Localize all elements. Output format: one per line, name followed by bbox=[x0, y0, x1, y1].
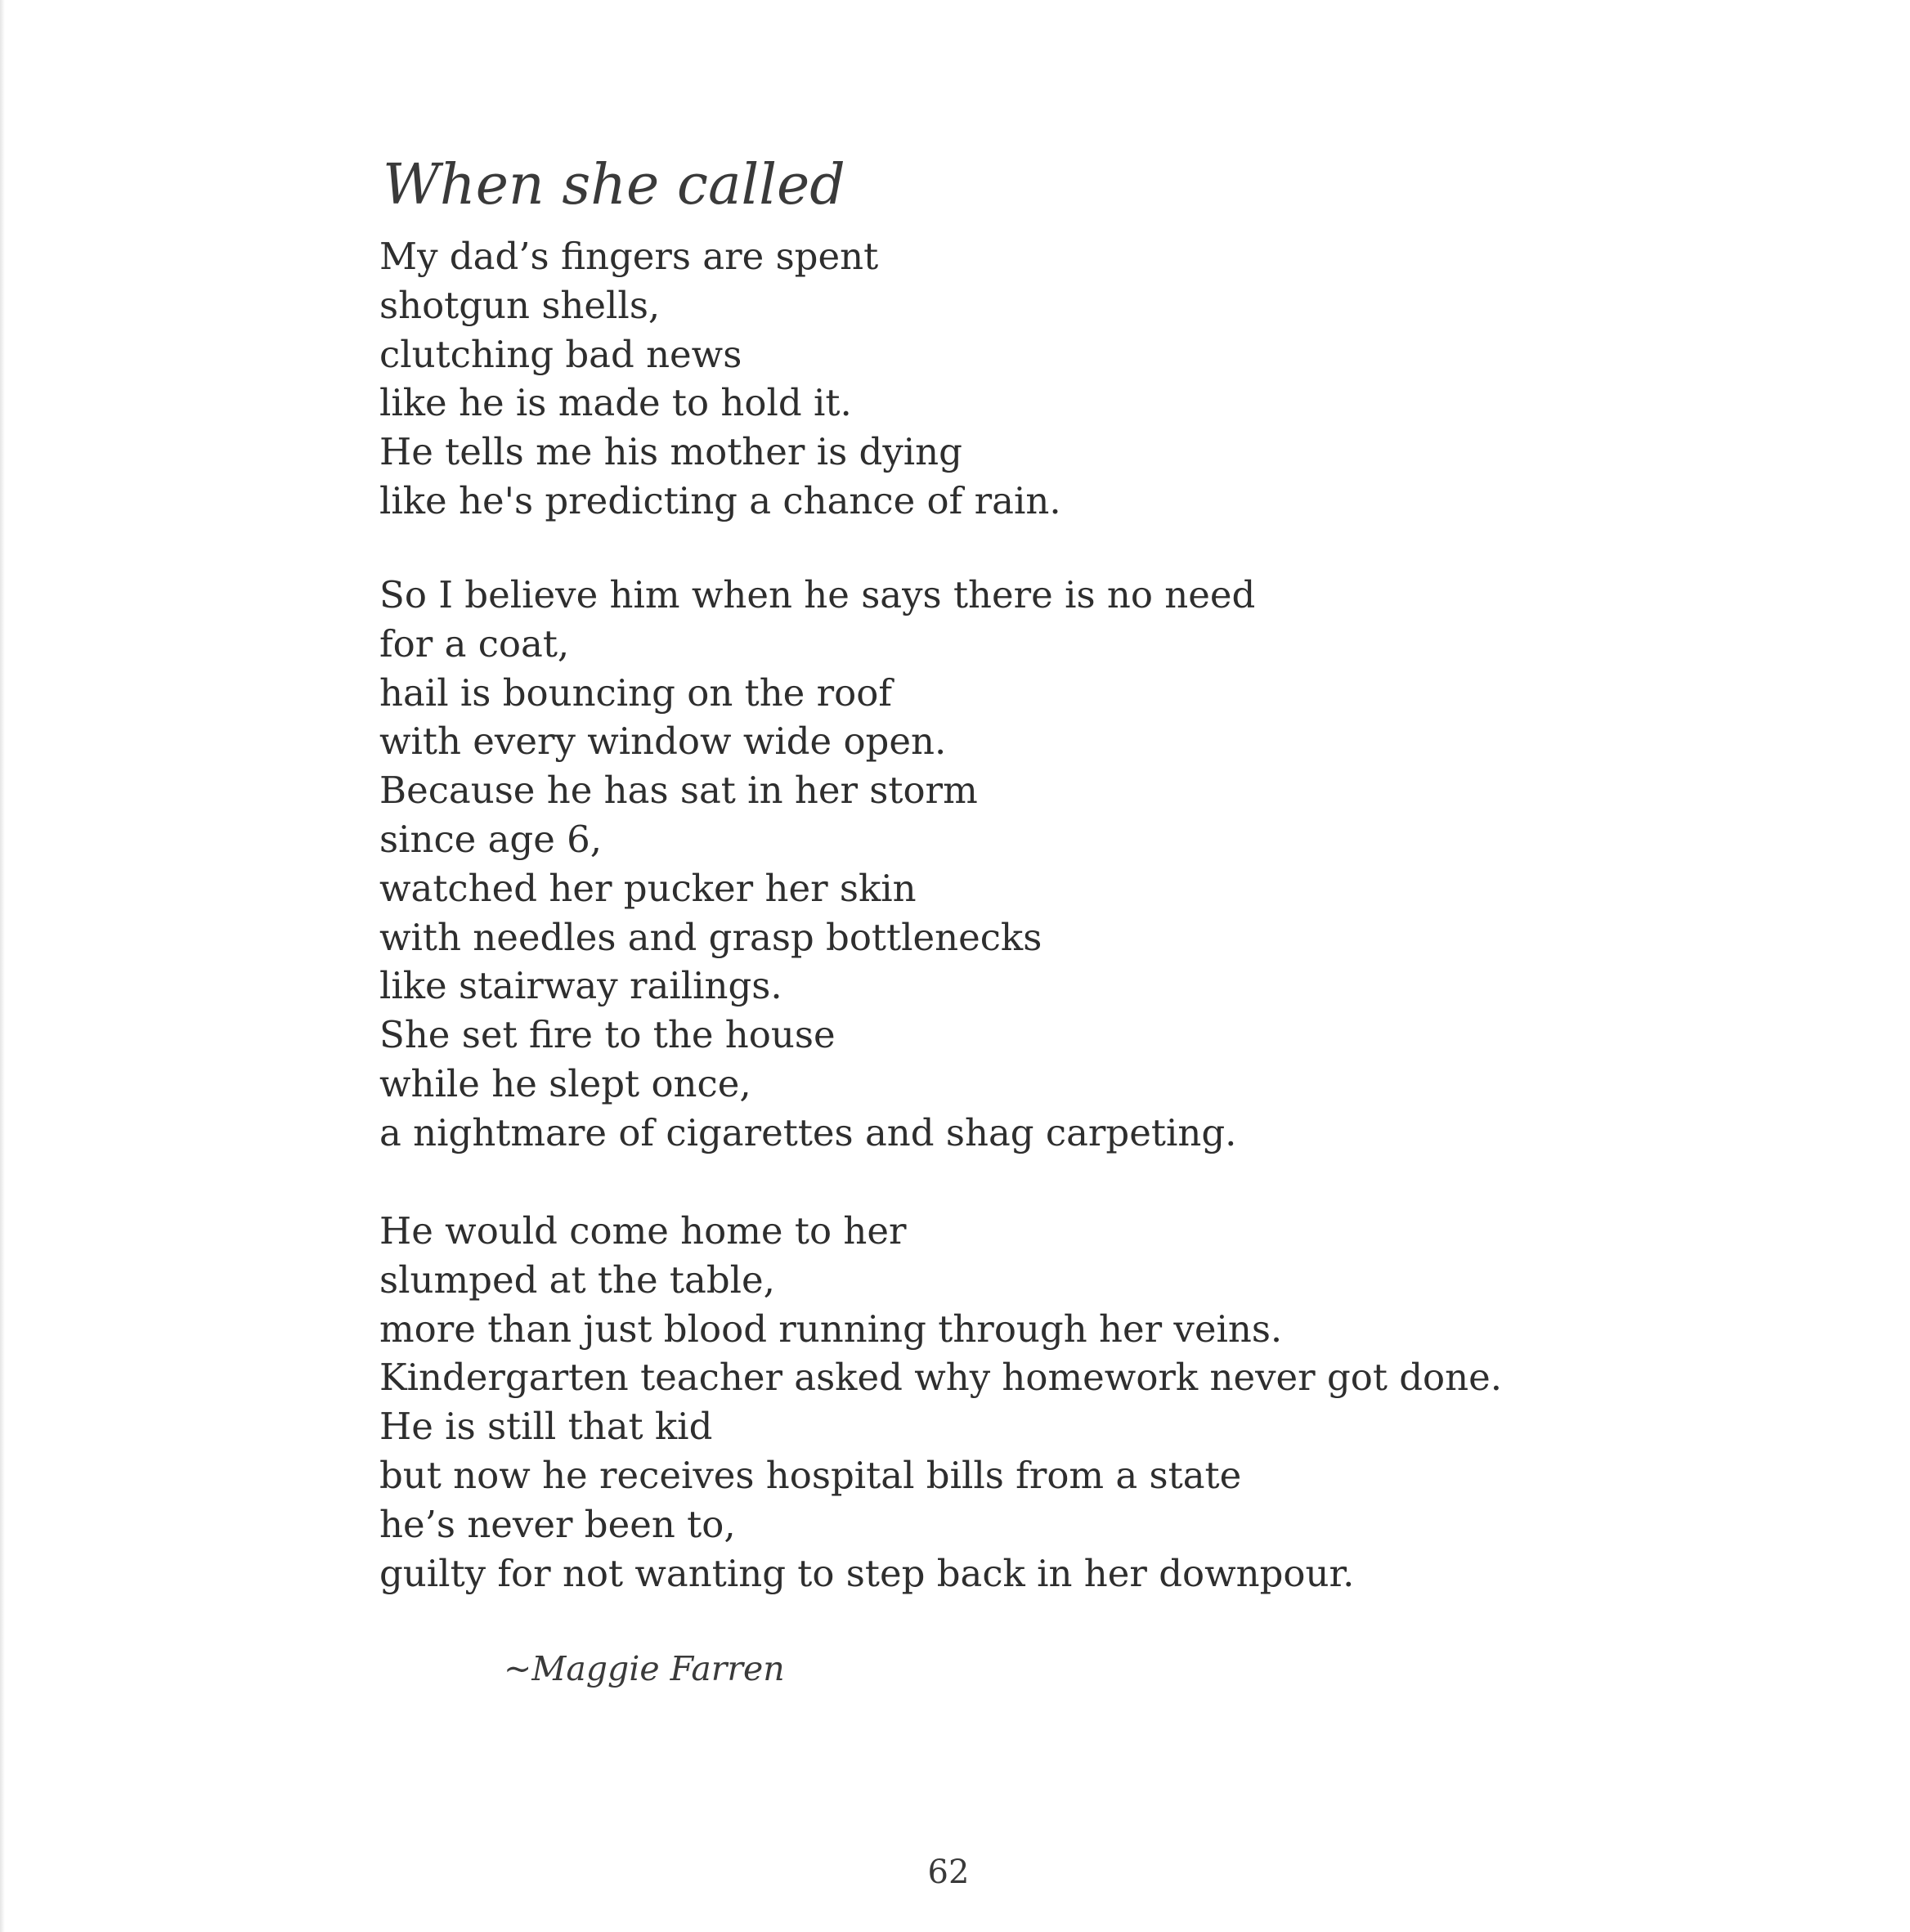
poem-line: slumped at the table, bbox=[379, 1257, 775, 1302]
poem-line: hail is bouncing on the roof bbox=[379, 670, 892, 715]
poem-line: more than just blood running through her veins. bbox=[379, 1307, 1283, 1351]
poem-line: shotgun shells, bbox=[379, 283, 661, 327]
poem-line: with needles and grasp bottlenecks bbox=[379, 915, 1042, 959]
poem-line: He would come home to her bbox=[379, 1209, 907, 1253]
poem-line: a nightmare of cigarettes and shag carpeting. bbox=[379, 1110, 1237, 1154]
poem-line: he’s never been to, bbox=[379, 1502, 736, 1546]
poem-line: She set fire to the house bbox=[379, 1013, 836, 1057]
poem-line: Because he has sat in her storm bbox=[379, 769, 978, 813]
poem-line: My dad’s fingers are spent bbox=[379, 235, 879, 278]
page-edge-shade bbox=[0, 0, 5, 1932]
poem-line: So I believe him when he says there is no need bbox=[379, 573, 1256, 616]
poem-title: When she called bbox=[383, 153, 845, 217]
poem-line: like stairway railings. bbox=[379, 964, 782, 1008]
poem-line: Kindergarten teacher asked why homework never got done. bbox=[379, 1356, 1503, 1400]
poem-line: like he's predicting a chance of rain. bbox=[379, 478, 1061, 522]
poem-line: with every window wide open. bbox=[379, 719, 947, 764]
poem-line: while he slept once, bbox=[379, 1061, 751, 1105]
poem-line: He tells me his mother is dying bbox=[379, 430, 962, 474]
page-number: 62 bbox=[927, 1854, 970, 1891]
poem-line: He is still that kid bbox=[379, 1405, 713, 1449]
poem-line: watched her pucker her skin bbox=[379, 866, 917, 910]
poem-line: but now he receives hospital bills from a state bbox=[379, 1453, 1242, 1497]
poem-line: clutching bad news bbox=[379, 332, 742, 376]
poem-attribution: ~Maggie Farren bbox=[504, 1649, 785, 1688]
poem-line: guilty for not wanting to step back in her downpour. bbox=[379, 1551, 1355, 1595]
stanza-1 bbox=[379, 232, 1061, 526]
poem-line: for a coat, bbox=[379, 621, 570, 666]
poem-line: like he is made to hold it. bbox=[379, 381, 852, 425]
stanza-3 bbox=[379, 1207, 1502, 1598]
poem-line: since age 6, bbox=[379, 817, 603, 861]
stanza-2 bbox=[379, 571, 1255, 1158]
